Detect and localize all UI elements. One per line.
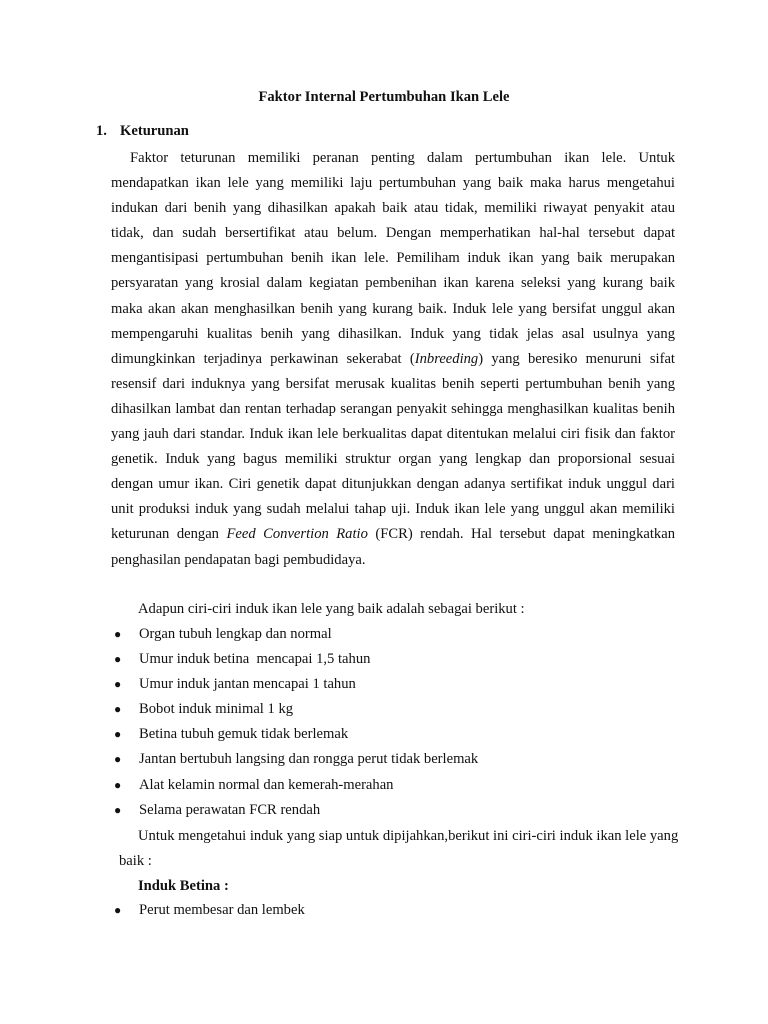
bullet-icon: ● — [114, 652, 122, 667]
list-item-text: Umur induk betina mencapai 1,5 tahun — [139, 651, 371, 668]
bullet-icon: ● — [114, 903, 122, 917]
list-item — [111, 747, 478, 772]
list-item — [111, 697, 478, 722]
bullet-icon: ● — [114, 802, 122, 817]
section-number: 1. — [96, 123, 107, 139]
section-title: Keturunan — [120, 123, 189, 139]
list-item — [111, 622, 478, 647]
paragraph-italic-inbreeding: Inbreeding — [414, 350, 479, 367]
spawn-intro: Untuk mengetahui induk yang siap untuk dipijahkan,berikut ini ciri-ciri induk ikan lele yang baik : — [119, 828, 679, 870]
list-item — [111, 798, 478, 823]
bullet-icon: ● — [114, 627, 122, 641]
list-item — [111, 647, 478, 672]
bullet-icon: ● — [114, 777, 122, 792]
paragraph-text-1: Faktor teturunan memiliki peranan penting dalam pertumbuhan ikan lele. Untuk mendapatkan ikan lele yang memiliki laju pertumbuhan yang baik maka harus mengetahui indukan dari benih yang dihasilkan apakah baik atau tidak, memiliki riwayat penyakit atau tidak, dan sudah bersertifikat atau belum. Dengan memperhatikan hal-hal tersebut dapat mengantisipasi pertumbuhan benih ikan lele. Pemiliham induk ikan yang baik merupakan persyaratan yang krosial dalam kegiatan pembenihan ikan karena seleksi yang kurang baik maka akan akan menghasilkan benih yang kurang baik. Induk lele yang bersifat unggul akan mempengaruhi kualitas benih yang dihasilkan. Induk yang tidak jelas asal usulnya yang dimungkinkan terjadinya perkawinan sekerabat ( — [111, 150, 675, 367]
list-item — [111, 773, 478, 798]
list-item-text: Organ tubuh lengkap dan normal — [139, 626, 332, 642]
list-item — [111, 722, 478, 747]
bullet-icon: ● — [114, 677, 122, 692]
bullet-icon: ● — [114, 702, 122, 717]
body-paragraph — [111, 146, 675, 573]
list-item-text: Alat kelamin normal dan kemerah-merahan — [139, 776, 394, 793]
traits-list — [111, 622, 478, 823]
list-item-text: Perut membesar dan lembek — [139, 902, 305, 918]
female-traits-list — [111, 898, 305, 923]
list-item — [111, 672, 478, 697]
section-heading — [96, 121, 189, 141]
bullet-icon: ● — [114, 727, 122, 742]
list-item-text: Bobot induk minimal 1 kg — [139, 701, 294, 718]
female-heading: Induk Betina : — [138, 878, 229, 894]
list-item-text: Jantan bertubuh langsing dan rongga perut tidak berlemak — [139, 751, 479, 768]
paragraph-text-2: ) yang beresiko menuruni sifat resensif dari induknya yang bersifat merusak kualitas benih seperti pertumbuhan benih yang dihasilkan lambat dan rentan terhadap serangan penyakit sehingga menghasilkan kualitas benih yang jauh dari standar. Induk ikan lele berkualitas dapat ditentukan melalui ciri fisik dan faktor genetik. Induk yang bagus memiliki struktur organ yang lengkap dan proporsional sesuai dengan umur ikan. Ciri genetik dapat ditunjukkan dengan adanya sertifikat induk unggul dari unit produksi induk yang sudah melalui tahap uji. Induk ikan lele yang unggul akan memiliki keturunan dengan — [111, 350, 675, 543]
bullet-icon: ● — [114, 752, 122, 767]
list-item-text: Umur induk jantan mencapai 1 tahun — [139, 676, 356, 693]
paragraph-text-3: (FCR) rendah. Hal tersebut dapat meningkatkan penghasilan pendapatan bagi pembudidaya. — [111, 526, 675, 568]
document-title: Faktor Internal Pertumbuhan Ikan Lele — [258, 89, 510, 105]
traits-intro: Adapun ciri-ciri induk ikan lele yang baik adalah sebagai berikut : — [138, 601, 525, 617]
list-item-text: Selama perawatan FCR rendah — [139, 801, 321, 818]
paragraph-italic-fcr: Feed Convertion Ratio — [226, 526, 368, 543]
list-item-text: Betina tubuh gemuk tidak berlemak — [139, 726, 349, 743]
list-item — [111, 898, 305, 923]
